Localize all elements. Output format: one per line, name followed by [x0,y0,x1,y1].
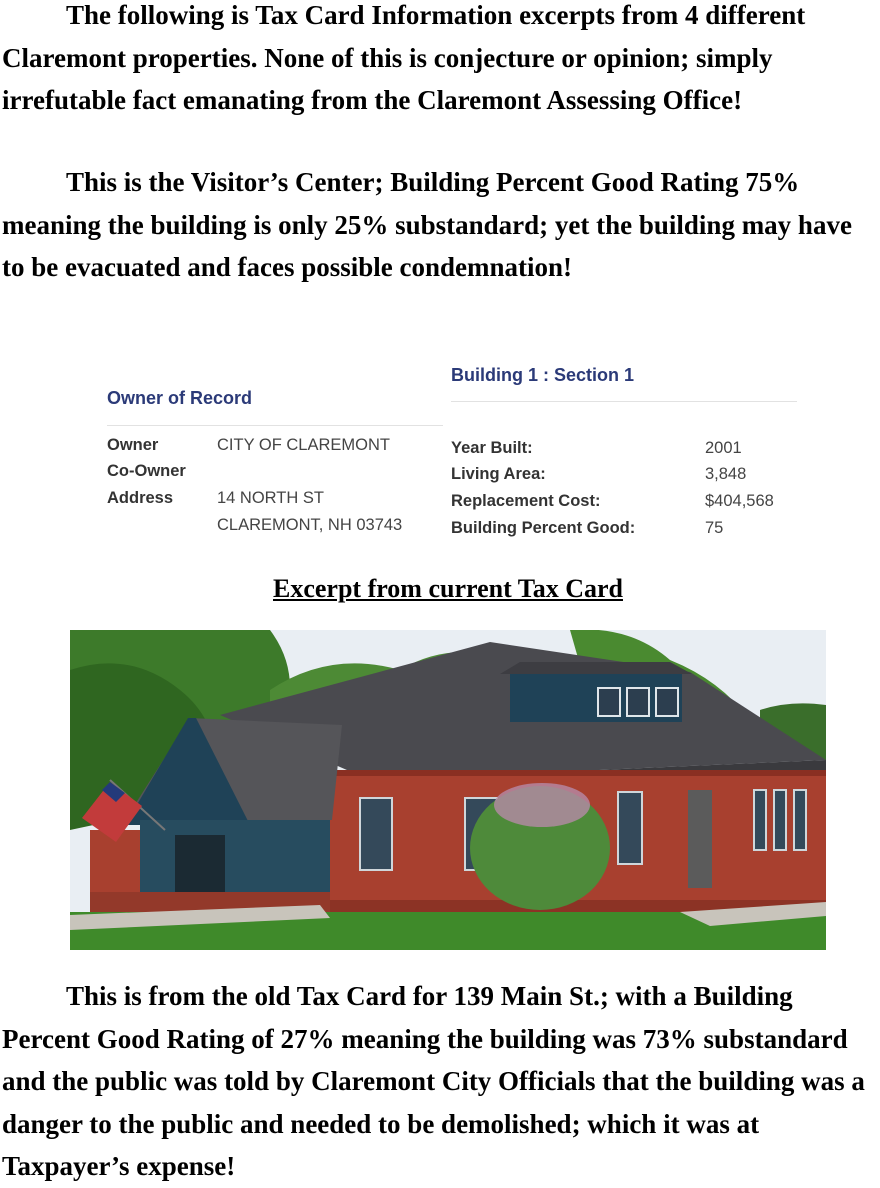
address-line1: 14 NORTH ST [217,489,324,507]
main-st-paragraph [2,975,878,1188]
year-built-value: 2001 [705,439,742,457]
replacement-cost-value: $404,568 [705,492,774,510]
dormer-roof [500,662,692,674]
tax-card-caption: Excerpt from current Tax Card [273,574,623,603]
window-4 [754,790,766,850]
visitor-center-paragraph-text: This is the Visitor’s Center; Building Percent Good Rating 75% meaning the building is only 25% substandard; yet the building may have to be evacuated and faces possible condemnation! [2,167,852,282]
shrub-flowers [494,783,590,827]
coowner-label: Co-Owner [107,462,186,480]
window-6 [794,790,806,850]
wall-trim [300,770,826,776]
visitor-center-photo [70,630,826,950]
entry-opening [175,835,225,895]
door [688,790,712,888]
year-built-label: Year Built: [451,439,533,457]
dormer-window-3 [656,688,678,716]
window-3 [618,792,642,864]
address-line2: CLAREMONT, NH 03743 [217,516,403,534]
living-area-value: 3,848 [705,465,747,483]
main-st-paragraph-text: This is from the old Tax Card for 139 Main St.; with a Building Percent Good Rating of 27% meaning the building was 73% substandard and the public was told by Claremont City Officials that the building was a danger to the public and needed to be demolished; which it was at Taxpayer’s expense! [2,981,865,1181]
address-label: Address [107,489,174,507]
tax-card-excerpt [0,0,880,560]
building-section-title: Building 1 : Section 1 [451,365,635,385]
dormer-window-1 [598,688,620,716]
living-area-label: Living Area: [451,465,546,483]
owner-divider [107,425,443,426]
percent-good-label: Building Percent Good: [451,519,636,537]
owner-of-record-title: Owner of Record [107,388,253,408]
owner-label: Owner [107,436,159,454]
owner-value: CITY OF CLAREMONT [217,436,390,454]
intro-paragraph-text: The following is Tax Card Information excerpts from 4 different Claremont properties. None of this is conjecture or opinion; simply irrefutable fact emanating from the Claremont Assessing Office! [2,0,806,115]
building-divider [451,401,797,402]
window-1 [360,798,392,870]
dormer-window-2 [627,688,649,716]
percent-good-value: 75 [705,519,724,537]
replacement-cost-label: Replacement Cost: [451,492,601,510]
window-5 [774,790,786,850]
